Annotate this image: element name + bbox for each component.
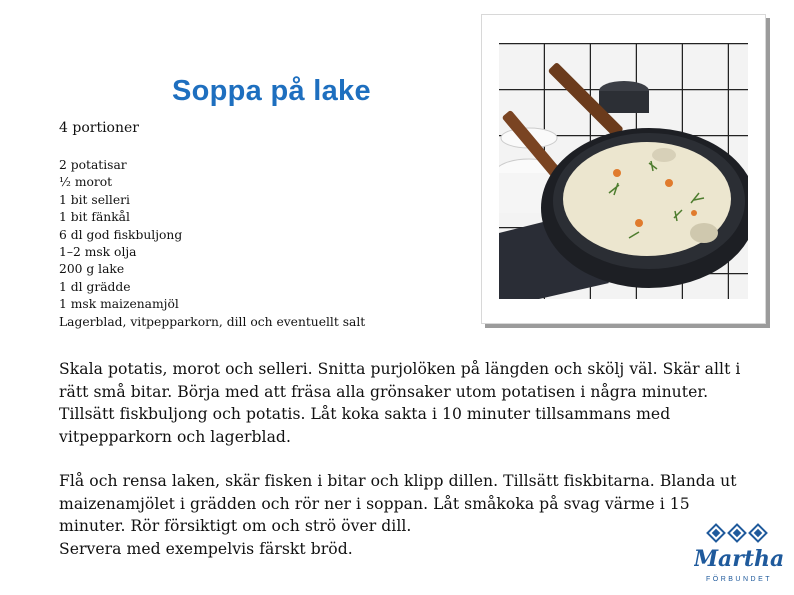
svg-text:Martha: Martha (694, 546, 784, 572)
portions-label: 4 portioner (59, 120, 139, 136)
ingredient-item: 1 dl grädde (59, 279, 131, 294)
instruction-paragraph: Flå och rensa laken, skär fisken i bitar och klipp dillen. Tillsätt fiskbitarna. Blanda ut maizenamjölet i grädden och rör ner i soppan. Låt småkoka på svag värme i 15 minuter. Rör försiktigt om och strö över dill. Servera med exempelvis färskt bröd. (59, 472, 737, 559)
soup-pot-photo (499, 43, 748, 299)
ingredient-item: 1 bit selleri (59, 192, 130, 207)
instruction-paragraph: Skala potatis, morot och selleri. Snitta purjolöken på längden och skölj väl. Skär allt i rätt små bitar. Börja med att fräsa alla grönsaker utom potatisen i några minuter. Tillsätt fiskbuljong och potatis. Låt koka sakta i 10 minuter tillsammans med vitpepparkorn och lagerblad. (59, 360, 741, 447)
martha-forbundet-logo-icon (694, 522, 784, 584)
recipe-title: Soppa på lake (172, 75, 371, 108)
ingredient-item: 1–2 msk olja (59, 245, 137, 260)
ingredient-item: Lagerblad, vitpepparkorn, dill och eventuellt salt (59, 314, 366, 329)
recipe-photo (481, 14, 766, 324)
ingredient-item: 1 bit fänkål (59, 210, 130, 225)
martha-logo (694, 522, 784, 588)
ingredient-item: ½ morot (59, 175, 113, 190)
ingredient-item: 1 msk maizenamjöl (59, 297, 179, 312)
ingredient-item: 6 dl god fiskbuljong (59, 227, 183, 242)
svg-text:FÖRBUNDET: FÖRBUNDET (705, 576, 773, 583)
ingredient-item: 2 potatisar (59, 158, 127, 172)
ingredient-list (59, 157, 365, 331)
ingredient-item: 200 g lake (59, 262, 125, 277)
